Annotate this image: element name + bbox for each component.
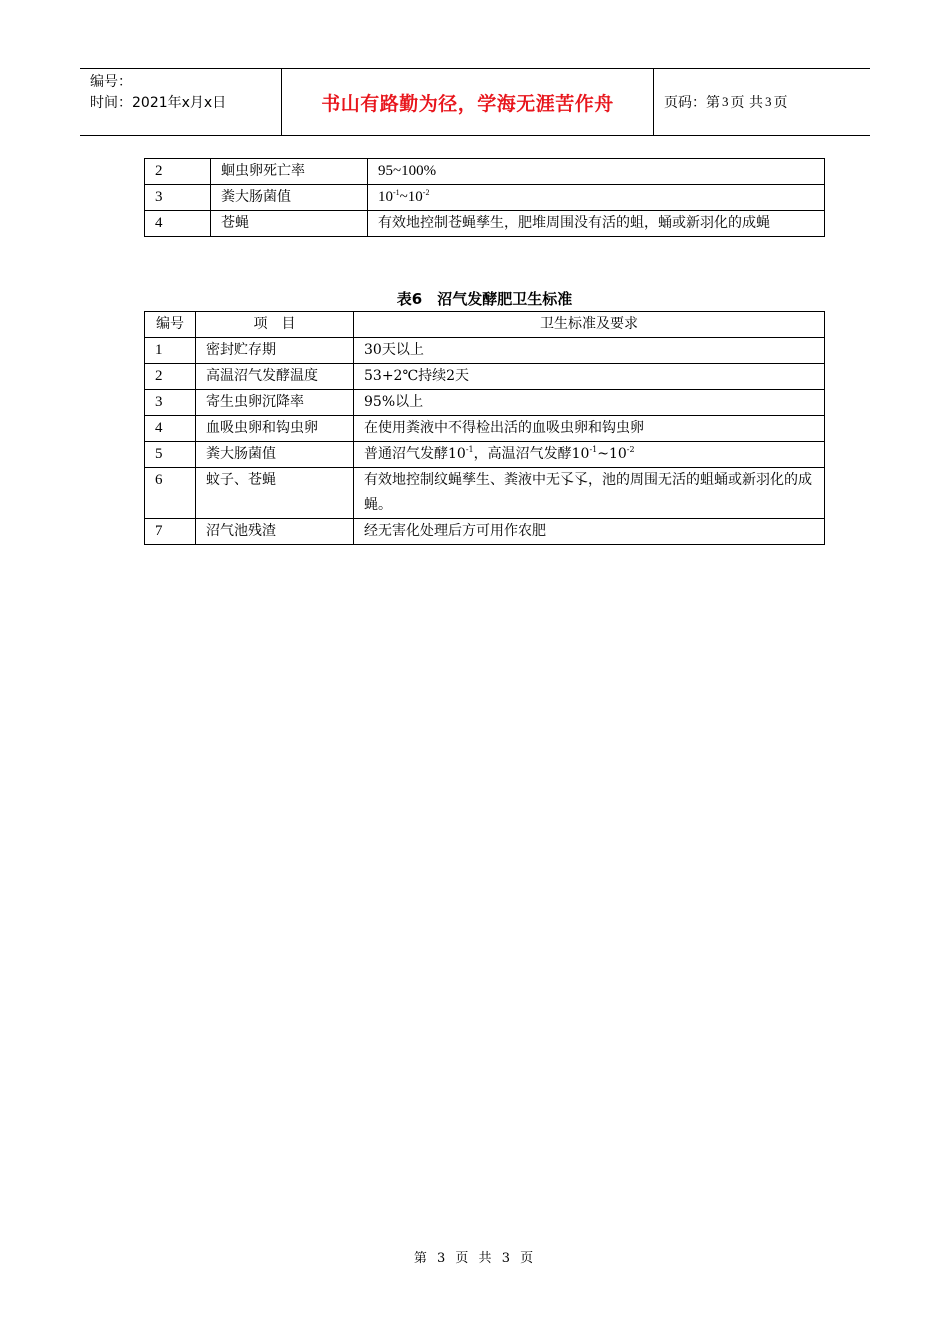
- page-header: [80, 68, 870, 136]
- value-text: 普通沼气发酵10: [364, 446, 466, 462]
- page-mid: 页 共: [730, 95, 763, 111]
- value-exponent: -1: [589, 445, 598, 454]
- value-exponent: -1: [393, 188, 400, 197]
- row-item: 蛔虫卵死亡率: [211, 159, 368, 185]
- row-standard: 有效地控制纹蝇孳生、粪液中无孓孓，池的周围无活的蛆蛹或新羽化的成蝇。: [354, 468, 825, 519]
- row-number: 5: [145, 442, 196, 468]
- value-exponent: -1: [465, 445, 474, 454]
- value-exponent: -2: [626, 445, 635, 454]
- table-header-row: [145, 312, 825, 338]
- id-label: 编号：: [90, 74, 132, 90]
- date-label: 时间：2021年x月x日: [90, 95, 227, 111]
- column-header-item: 项 目: [196, 312, 354, 338]
- table-row: [145, 364, 825, 390]
- row-standard: 在使用粪液中不得检出活的血吸虫卵和钩虫卵: [354, 416, 825, 442]
- value-range: ~10: [399, 189, 423, 205]
- row-item: 血吸虫卵和钩虫卵: [196, 416, 354, 442]
- row-standard: 经无害化处理后方可用作农肥: [354, 519, 825, 545]
- row-item: 密封贮存期: [196, 338, 354, 364]
- table-caption: 表6 沼气发酵肥卫生标准: [396, 290, 573, 308]
- page-suffix: 页: [773, 95, 788, 111]
- standards-table-continued: [144, 158, 825, 237]
- page-total: 3: [764, 94, 772, 109]
- row-number: 2: [145, 364, 196, 390]
- table-row: [145, 159, 825, 185]
- value-range: ~10: [597, 446, 627, 462]
- table-row: [145, 211, 825, 237]
- page-footer: 第 3 页 共 3 页: [413, 1251, 537, 1266]
- row-number: 1: [145, 338, 196, 364]
- row-standard: 53+2℃持续2天: [354, 364, 825, 390]
- row-standard: 95%以上: [354, 390, 825, 416]
- page-prefix: 页码：第: [664, 95, 720, 111]
- table-row: [145, 416, 825, 442]
- row-standard: [368, 185, 825, 211]
- row-number: 3: [145, 185, 211, 211]
- table-row: [145, 338, 825, 364]
- table-row: [145, 185, 825, 211]
- page-current: 3: [722, 94, 729, 109]
- row-item: 粪大肠菌值: [211, 185, 368, 211]
- table-row: [145, 390, 825, 416]
- row-item: 沼气池残渣: [196, 519, 354, 545]
- row-standard: 有效地控制苍蝇孳生，肥堆周围没有活的蛆，蛹或新羽化的成蝇: [368, 211, 825, 237]
- row-standard: 95~100%: [368, 159, 825, 185]
- row-standard: 30天以上: [354, 338, 825, 364]
- header-meta: [80, 69, 282, 135]
- row-item: 粪大肠菌值: [196, 442, 354, 468]
- table-row: [145, 442, 825, 468]
- row-item: 寄生虫卵沉降率: [196, 390, 354, 416]
- header-motto: 书山有路勤为径，学海无涯苦作舟: [282, 69, 654, 135]
- value-base: 10: [378, 189, 393, 205]
- value-text: ，高温沼气发酵10: [473, 446, 590, 462]
- row-number: 2: [145, 159, 211, 185]
- row-number: 7: [145, 519, 196, 545]
- table-row: [145, 519, 825, 545]
- row-number: 4: [145, 211, 211, 237]
- row-item: 高温沼气发酵温度: [196, 364, 354, 390]
- column-header-number: 编号: [145, 312, 196, 338]
- value-exponent: -2: [422, 188, 430, 197]
- row-number: 4: [145, 416, 196, 442]
- table-row: [145, 468, 825, 519]
- column-header-standard: 卫生标准及要求: [354, 312, 825, 338]
- row-item: 苍蝇: [211, 211, 368, 237]
- header-page-info: [654, 69, 870, 135]
- row-standard: [354, 442, 825, 468]
- row-item: 蚊子、苍蝇: [196, 468, 354, 519]
- row-number: 6: [145, 468, 196, 519]
- row-number: 3: [145, 390, 196, 416]
- biogas-fertilizer-standards-table: [144, 311, 825, 545]
